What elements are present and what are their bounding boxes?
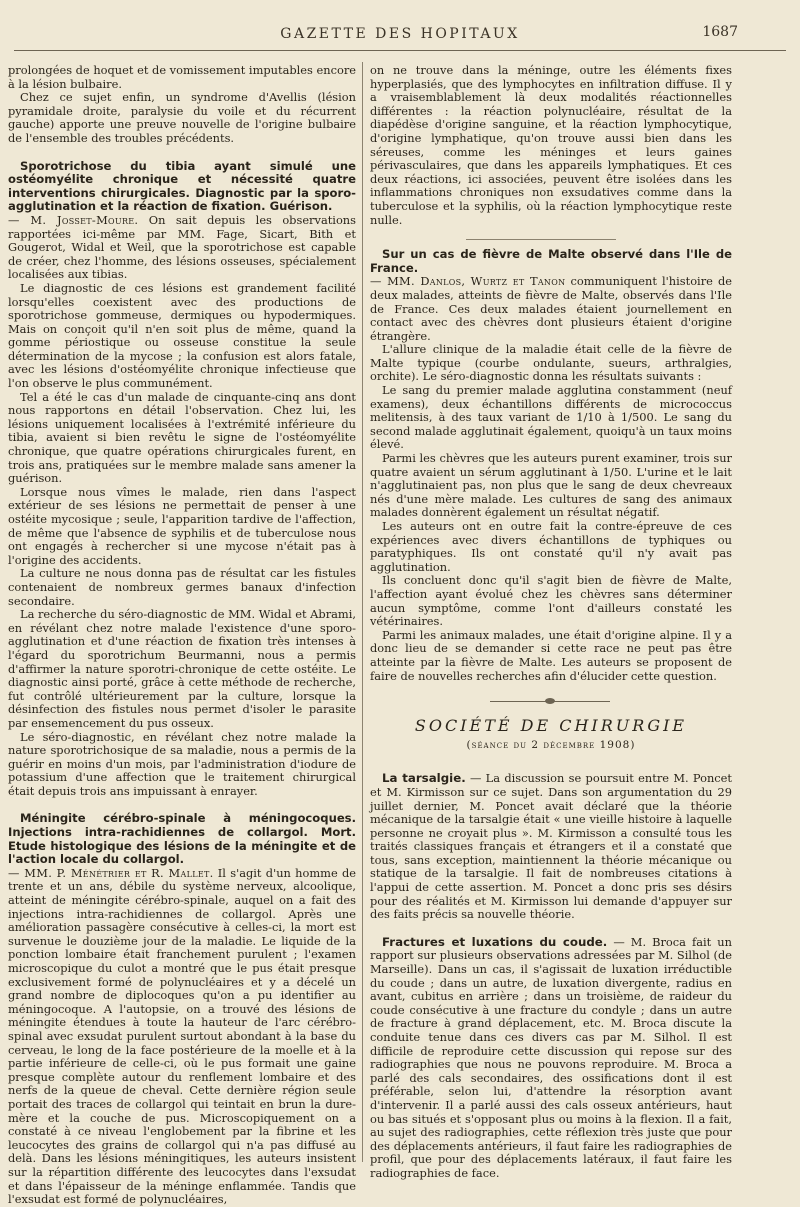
paragraph: L'allure clinique de la maladie était celle de la fièvre de Malte typique (courbe ondulante, sueurs, arthralgies, orchite). Le séro-diagnostic donna les résultats suivants : bbox=[370, 342, 732, 384]
right-column bbox=[370, 63, 733, 1180]
article-lead-text: On sait depuis les observations rapportées ici-même par MM. Fage, Sicart, Bith et Gougerot, Widal et Weil, que la sporotrichose est capable de créer, chez l'homme, des lésions osseuses, spécialement localisées aux tibias. bbox=[8, 212, 356, 282]
article-title-text: Sur un cas de fièvre de Malte observé dans l'Ile de France. bbox=[370, 247, 732, 275]
header-rule bbox=[14, 50, 786, 51]
article-lead-text: Il s'agit d'un homme de trente et un ans, débile du système nerveux, alcoolique, atteint de méningite cérébro-spinale, auquel on a fait des injections intra-rachidiennes de collargol. Après une amélioration passagère consécutive à celles-ci, la mort est survenue le douzième jour de la maladie. Le liquide de la ponction lombaire était franchement purulent ; l'examen microscopique du culot a montré que le pus était presque exclusivement formé de polynucléaires et y a décelé un grand nombre de diplocoques qu'on a pu identifier au méningocoque. A l'autopsie, on a trouvé des lésions de méningite étendues à toute la hauteur de l'arc cérébro-spinal avec exsudat purulent surtout abondant à la base du cerveau, le long de la face postérieure de la moelle et à la partie inférieure de celle-ci, où le pus formait une gaine presque complète autour du renflement lombaire et des nerfs de la queue de cheval. Cette dernière région seule portait des traces de collargol qui teintait en brun la dure-mère et la couche de pus. Microscopiquement on a constaté à ce niveau l'englobement par la fibrine et les leucocytes des grains de collargol qui n'a pas diffusé au delà. Dans les lésions méningitiques, les auteurs insistent sur la répartition différente des leucocytes dans l'exsudat et dans l'épaisseur de la méninge enflammée. Tandis que l'exsudat est formé de polynucléaires, bbox=[8, 865, 356, 1207]
society-title: SOCIÉTÉ DE CHIRURGIE bbox=[414, 716, 688, 736]
article-lead-text: communiquent l'histoire de deux malades, atteints de fièvre de Malte, observés dans l'Ile de France. Ces deux malades étaient journellement en contact avec des chèvres dont plusieurs étaient d'origine étrangère. bbox=[370, 274, 733, 343]
section-rule bbox=[466, 239, 616, 240]
article-lead bbox=[8, 214, 356, 282]
paragraph: Le séro-diagnostic, en révélant chez notre malade la nature sporotrichosique de sa maladie, nous a permis de la guérir en moins d'un mois, par l'administration d'iodure de potassium d'une affection que le traitement chirurgical était depuis trois ans impuissant à enrayer. bbox=[8, 729, 356, 798]
article-title-text: Fractures et luxations du coude. bbox=[382, 934, 608, 949]
article-lead bbox=[8, 867, 356, 1207]
article-authors: — MM. Danlos, Wurtz et Tanon bbox=[370, 274, 566, 289]
article-lead bbox=[370, 275, 732, 343]
paragraph: Lorsque nous vîmes le malade, rien dans l'aspect extérieur de ses lésions ne permettait de penser à une ostéite mycosique ; seule, l'apparition tardive de l'affection, de même que l'absence de syphilis et de tuberculose nous ont engagés à rechercher si une mycose n'était pas à l'origine des accidents. bbox=[8, 484, 356, 567]
ornament-rule bbox=[370, 697, 732, 705]
article-title bbox=[370, 248, 732, 275]
intro-paragraph: prolongées de hoquet et de vomissement imputables encore à la lésion bulbaire. bbox=[8, 63, 357, 91]
paragraph: Le sang du premier malade agglutina constamment (neuf examens), deux échantillons différents de micrococcus melitensis, à des taux variant de 1/10 à 1/500. Le sang du second malade agglutinait également, quoiqu'à un taux moins élevé. bbox=[370, 383, 732, 452]
paragraph: La culture ne nous donna pas de résultat car les fistules contenaient de nombreux germes banaux d'infection secondaire. bbox=[8, 566, 356, 608]
paragraph: Tel a été le cas d'un malade de cinquante-cinq ans dont nous rapportons en détail l'observation. Chez lui, les lésions uniquement localisées à l'extrémité inférieure du tibia, avaient si bien revêtu le signe de l'ostéomyélite chronique, que quatre opérations chirurgicales furent, en trois ans, pratiquées sur le membre malade sans amener la guérison. bbox=[8, 389, 356, 486]
intro-paragraph: Chez ce sujet enfin, un syndrome d'Avellis (lésion pyramidale droite, paralysie du voile et du récurrent gauche) apporte une preuve nouvelle de l'origine bulbaire de l'ensemble des troubles précédents. bbox=[8, 90, 356, 145]
paragraph: Parmi les chèvres que les auteurs purent examiner, trois sur quatre avaient un sérum agglutinant à 1/50. L'urine et le lait n'agglutinaient pas, non plus que le sang de deux chevreaux nés d'une mère malade. Les cultures de sang des animaux malades donnèrent également un résultat négatif. bbox=[370, 451, 732, 520]
column-divider bbox=[362, 62, 363, 1162]
paragraph: Ils concluent donc qu'il s'agit bien de fièvre de Malte, l'affection ayant évolué chez les chèvres sans déterminer aucun symptôme, comme l'ont d'ailleurs constaté les vétérinaires. bbox=[370, 573, 732, 629]
paragraph: La recherche du séro-diagnostic de MM. Widal et Abrami, en révélant chez notre malade l'existence d'une sporo-agglutination et d'une réaction de fixation très intenses à l'égard du sporotrichum Beurmanni, nous a permis d'affirmer la nature sporotri-chronique de cette ostéite. Le diagnostic ainsi porté, grâce à cette méthode de recherche, fut contrôlé ultérieurement par la culture, lorsque la désinfection des fistules nous permet d'isoler le parasite par ensemencement du pus osseux. bbox=[8, 607, 356, 730]
article-lead-text: — La discussion se poursuit entre M. Poncet et M. Kirmisson sur ce sujet. Dans son argumentation du 29 juillet dernier, M. Poncet avait déclaré que la théorie mécanique de la tarsalgie était « une vieille histoire à laquelle personne ne croyait plus ». M. Kirmisson a consulté tous les traités classiques français et étrangers et il a constaté que tous, sans exception, maintiennent la théorie mécanique ou statique de la tarsalgie. Il fait de nombreuses citations à l'appui de cette assertion. M. Poncet a donc pris ses désirs pour des réalités et M. Kirmisson lui demande d'appuyer sur des faits précis sa nouvelle théorie. bbox=[370, 771, 733, 922]
left-column bbox=[8, 63, 357, 1207]
article-title bbox=[8, 160, 356, 214]
article-title-text: La tarsalgie. bbox=[382, 771, 466, 786]
article-lead bbox=[370, 772, 732, 922]
article-authors: — M. Josset-Moure. bbox=[8, 212, 139, 227]
journal-title: GAZETTE DES HOPITAUX bbox=[280, 26, 520, 42]
paragraph: Les auteurs ont en outre fait la contre-épreuve de ces expériences avec divers échantillons de typhiques ou paratyphiques. Ils ont constaté qu'il n'y avait pas agglutination. bbox=[370, 519, 732, 574]
article-title bbox=[8, 812, 356, 866]
article-authors: — MM. P. Ménétrier et R. Mallet. bbox=[8, 865, 214, 880]
page-header bbox=[0, 18, 800, 48]
article-lead bbox=[370, 936, 732, 1181]
paragraph: Parmi les animaux malades, une était d'origine alpine. Il y a donc lieu de se demander si cette race ne peut pas être atteinte par la fièvre de Malte. Les auteurs se proposent de faire de nouvelles recherches afin d'élucider cette question. bbox=[370, 627, 732, 683]
continuation-paragraph: on ne trouve dans la méninge, outre les éléments fixes hyperplasiés, que des lymphocytes en infiltration diffuse. Il y a vraisemblablement là deux modalités réactionnelles différentes : la réaction polynucléaire, résultat de la diapédèse d'origine sanguine, et la réaction lymphocytique, d'origine lymphatique, qu'on trouve aussi bien dans les séreuses, comme les méninges et leurs gaines périvasculaires, que dans les appareils lymphatiques. Et ces deux réactions, ici associées, peuvent être isolées dans les inflammations chroniques non exsudatives comme dans la tuberculose et la syphilis, où la réaction lymphocytique reste nulle. bbox=[370, 63, 732, 227]
paragraph: Le diagnostic de ces lésions est grandement facilité lorsqu'elles coexistent avec des productions de sporotrichose gommeuse, dermiques ou hypodermiques. Mais on conçoit qu'il n'en soit plus de même, quand la gomme périostique ou osseuse constitue la seule détermination de la mycose ; la confusion est alors fatale, avec les lésions d'ostéomyélite chronique infectieuse que l'on observe le plus communément. bbox=[8, 280, 356, 391]
society-date: (séance du 2 décembre 1908) bbox=[466, 738, 636, 751]
page-number: 1687 bbox=[702, 24, 738, 40]
article-title-text: Sporotrichose du tibia ayant simulé une ostéomyélite chronique et nécessité quatre interventions chirurgicales. Diagnostic par la sporo-agglutination et la réaction de fixation. Guérison. bbox=[8, 158, 356, 214]
article-title-text: Méningite cérébro-spinale à méningocoques. Injections intra-rachidiennes de collargol. Mort. Etude histologique des lésions de la méningite et de l'action locale du collargol. bbox=[8, 811, 356, 867]
article-lead-text: — M. Broca fait un rapport sur plusieurs observations adressées par M. Silhol (de Marseille). Dans un cas, il s'agissait de luxation irréductible du coude ; dans un autre, de luxation divergente, radius en avant, cubitus en arrière ; dans un troisième, de raideur du coude consécutive à une fracture du condyle ; dans un autre de fracture à grand déplacement, etc. M. Broca discute la conduite tenue dans ces divers cas par M. Silhol. Il est difficile de reproduire cette discussion qui repose sur des radiographies que nous ne pouvons reproduire. M. Broca a parlé des cals secondaires, des ossifications dont il est préférable, selon lui, d'attendre la résorption avant d'intervenir. Il a parlé aussi des cals osseux antérieurs, haut ou bas situés et s'opposant plus ou moins à la flexion. Il a fait, au sujet des radiographies, cette réflexion très juste que pour des déplacements antérieurs, il faut faire les radiographies de profil, que pour des déplacements latéraux, il faut faire les radiographies de face. bbox=[370, 934, 732, 1180]
